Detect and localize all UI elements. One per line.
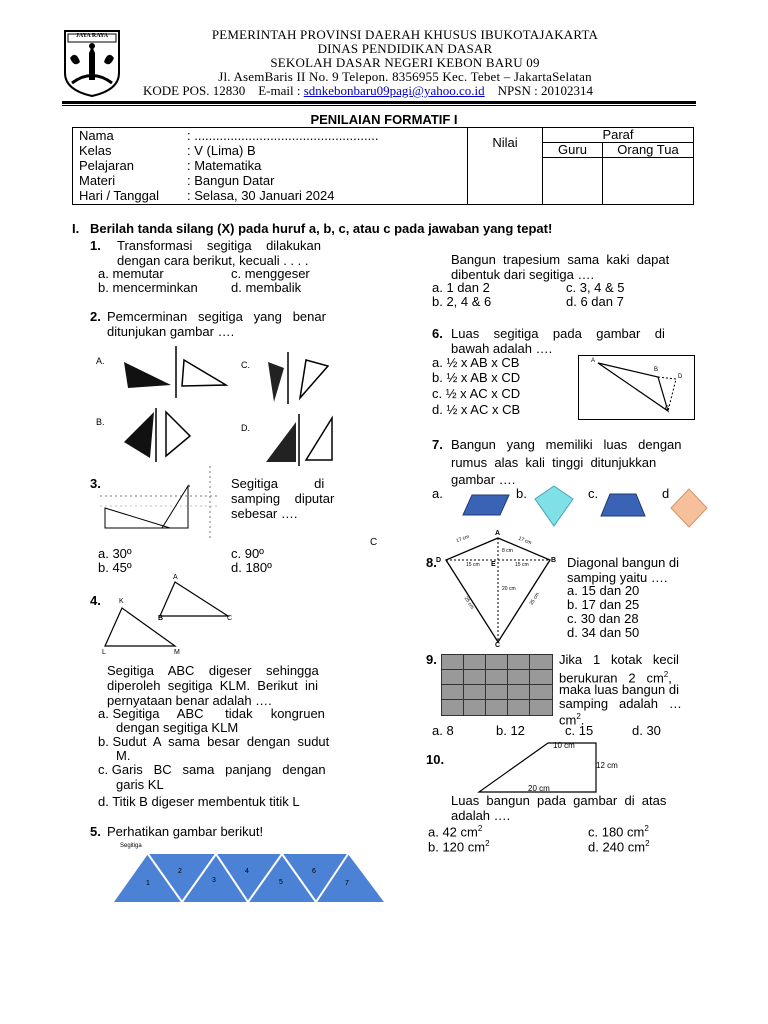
q10-option-c-sup: 2 [644, 824, 649, 833]
q5-piece-5: 5 [279, 879, 283, 886]
q4-label-a: A [173, 574, 178, 581]
q9-option-b[interactable]: b. 12 [496, 723, 525, 738]
q7-option-d-label[interactable]: d [662, 486, 670, 501]
q8-number: 8. [426, 555, 437, 570]
header-line-4: Jl. AsemBaris II No. 9 Telepon. 8356955 Kec. Tebet – JakartaSelatan [218, 69, 592, 84]
q1-option-c[interactable]: c. menggeser [231, 266, 310, 281]
q4-option-a-2: dengan segitiga KLM [116, 720, 239, 735]
q8-option-c[interactable]: c. 30 dan 28 [567, 611, 639, 626]
q8-len-de: 15 cm [466, 562, 480, 568]
q8-len-eb: 15 cm [515, 562, 529, 568]
q6-label-a: A [591, 358, 596, 364]
q6-option-c[interactable]: c. ½ x AC x CD [432, 386, 521, 401]
q4-option-b-1[interactable]: b. Sudut A sama besar dengan sudut [98, 734, 330, 749]
q3-stem-1: Segitiga di [231, 476, 325, 491]
value-pelajaran: : Matematika [187, 158, 262, 173]
guru-label: Guru [543, 143, 602, 158]
q4-stem-1: Segitiga ABC digeser sehingga [107, 663, 319, 678]
q5-cont-2: dibentuk dari segitiga …. [451, 267, 595, 282]
q4-number: 4. [90, 593, 101, 608]
q1-option-a[interactable]: a. memutar [98, 266, 164, 281]
q10-option-b-sup: 2 [485, 839, 490, 848]
q5-piece-7: 7 [345, 880, 349, 887]
q9-grid-figure [441, 654, 553, 716]
q9-option-d[interactable]: d. 30 [632, 723, 661, 738]
q4-option-c-1[interactable]: c. Garis BC sama panjang dengan [98, 762, 326, 777]
label-kelas: Kelas [79, 143, 112, 158]
q7-stem-1: Bangun yang memiliki luas dengan [451, 437, 682, 452]
q2-option-c-label[interactable]: C. [241, 360, 250, 370]
q6-triangle-figure [578, 355, 698, 421]
q3-number: 3. [90, 476, 101, 491]
q3-stray-label: C [370, 537, 378, 548]
orang-tua-column[interactable] [603, 143, 693, 204]
q2-stem-1: Pemcerminan segitiga yang benar [107, 309, 326, 324]
q6-label-c: C [665, 406, 670, 412]
q10-option-a-sup: 2 [477, 824, 483, 833]
q4-option-a-1[interactable]: a. Segitiga ABC tidak kongruen [98, 706, 325, 721]
q1-number: 1. [90, 238, 101, 253]
q10-option-b[interactable] [428, 836, 490, 854]
q4-label-b: B [158, 615, 164, 622]
q7-option-c-label[interactable]: c. [588, 486, 599, 501]
q10-top-length: 10 cm [553, 741, 575, 750]
q8-label-c: C [495, 642, 501, 649]
q9-stem-4: samping adalah … [559, 696, 682, 711]
q10-option-d-sup: 2 [645, 839, 650, 848]
header-line-1: PEMERINTAH PROVINSI DAERAH KHUSUS IBUKOTAJAKARTA [211, 27, 599, 42]
q3-option-d[interactable]: d. 180º [231, 560, 272, 575]
q7-option-a-label[interactable]: a. [432, 486, 443, 501]
q8-kite-figure [440, 532, 560, 648]
q6-option-b[interactable]: b. ½ x AB x CD [432, 370, 521, 385]
q7-shape-rhombus[interactable] [670, 488, 708, 528]
q8-len-ad: 17 cm [455, 533, 471, 545]
q7-option-b-label[interactable]: b. [516, 486, 527, 501]
nilai-label: Nilai [492, 135, 518, 150]
q3-stem-3: sebesar …. [231, 506, 298, 521]
q6-option-d[interactable]: d. ½ x AC x CB [432, 402, 521, 417]
value-nama[interactable]: : ................................................... [187, 128, 379, 143]
label-pelajaran: Pelajaran [79, 158, 134, 173]
q8-label-e: E [491, 561, 496, 568]
header-line-3: SEKOLAH DASAR NEGERI KEBON BARU 09 [270, 55, 540, 70]
postal-code: KODE POS. 12830 [143, 83, 246, 98]
q6-number: 6. [432, 326, 443, 341]
q5-piece-2: 2 [178, 868, 182, 875]
q4-stem-2: diperoleh segitiga KLM. Berikut ini [107, 678, 318, 693]
q3-option-a[interactable]: a. 30º [98, 546, 132, 561]
q7-shape-parallelogram[interactable] [462, 494, 510, 516]
q2-stem-2: ditunjukan gambar …. [107, 324, 235, 339]
q1-option-b[interactable]: b. mencerminkan [98, 280, 198, 295]
q2-option-d-label[interactable]: D. [241, 423, 250, 433]
guru-column[interactable] [543, 143, 603, 204]
q3-rotation-figure [100, 466, 220, 538]
q8-option-b[interactable]: b. 17 dan 25 [567, 597, 640, 612]
q9-option-a[interactable]: a. 8 [432, 723, 454, 738]
q8-option-a[interactable]: a. 15 dan 20 [567, 583, 640, 598]
q2-number: 2. [90, 309, 101, 324]
header-contact-line [143, 83, 673, 98]
q6-label-d: D [678, 374, 683, 380]
q8-len-bc: 25 cm [528, 591, 541, 607]
identity-fields [73, 128, 468, 205]
q9-stem-2-text: berukuran 2 cm [559, 670, 664, 686]
q9-option-c[interactable]: c. 15 [565, 723, 594, 738]
q8-option-d[interactable]: d. 34 dan 50 [567, 625, 640, 640]
q8-label-d: D [436, 557, 442, 564]
q7-stem-3: gambar …. [451, 472, 516, 487]
email-label: E-mail : [258, 83, 301, 98]
header-rule-thin [62, 105, 696, 106]
q1-option-d[interactable]: d. membalik [231, 280, 302, 295]
q8-len-dc: 25 cm [462, 595, 475, 611]
q7-shape-kite[interactable] [534, 485, 574, 527]
q8-label-a: A [495, 530, 501, 537]
q3-stem-2: samping diputar [231, 491, 335, 506]
q4-option-d[interactable]: d. Titik B digeser membentuk titik L [98, 794, 300, 809]
q10-option-d[interactable] [588, 836, 650, 854]
q2-reflection-figures [96, 340, 346, 470]
q10-option-c-text: c. 180 cm [588, 824, 645, 840]
identity-table [72, 127, 694, 205]
q8-label-b: B [551, 557, 557, 564]
value-materi: : Bangun Datar [187, 173, 275, 188]
q9-stem-5-sup: 2 [576, 712, 581, 721]
q6-stem-2: bawah adalah …. [451, 341, 553, 356]
value-hari-tanggal: : Selasa, 30 Januari 2024 [187, 188, 335, 203]
q10-stem-1: Luas bangun pada gambar di atas [451, 793, 667, 808]
section-roman: I. [72, 221, 80, 236]
header-rule-thick [62, 101, 696, 104]
q5-trapezoid-figure [108, 842, 398, 906]
q4-option-c-2: garis KL [116, 777, 164, 792]
label-materi: Materi [79, 173, 116, 188]
q5-piece-1: 1 [146, 880, 150, 887]
q4-translation-figure [100, 572, 240, 662]
q3-option-b[interactable]: b. 45º [98, 560, 132, 575]
q7-shape-trapezoid[interactable] [600, 493, 646, 517]
q5-piece-6: 6 [312, 868, 316, 875]
q5-cont-1: Bangun trapesium sama kaki dapat [451, 252, 670, 267]
q9-stem-2: berukuran 2 $cm^2$, [559, 670, 672, 686]
q4-label-m: M [174, 649, 180, 656]
q5-piece-3: 3 [212, 877, 216, 884]
q4-label-c: C [227, 615, 233, 622]
q8-stem-1: Diagonal bangun di [567, 555, 680, 570]
q5-piece-4: 4 [245, 868, 249, 875]
q5-figure-title: Segitiga [120, 843, 142, 849]
school-logo [62, 28, 122, 98]
q6-label-b: B [654, 367, 659, 373]
q10-height-length: 12 cm [596, 761, 618, 770]
orang-tua-label: Orang Tua [603, 143, 693, 158]
q6-option-a[interactable]: a. ½ x AB x CB [432, 355, 520, 370]
q10-option-b-text: b. 120 cm [428, 839, 486, 855]
paraf-cell [543, 128, 694, 205]
page-title: PENILAIAN FORMATIF I [310, 112, 458, 127]
q4-option-b-2: M. [116, 748, 131, 763]
q9-stem-1: Jika 1 kotak kecil [559, 652, 679, 667]
q6-stem-1: Luas segitiga pada gambar di [451, 326, 665, 341]
q5-option-c[interactable]: c. 3, 4 & 5 [566, 280, 625, 295]
q1-stem-1: Transformasi segitiga dilakukan [117, 238, 321, 253]
q2-option-a-label[interactable]: A. [96, 356, 105, 366]
q4-label-l: L [102, 649, 106, 656]
q5-stem: Perhatikan gambar berikut! [107, 824, 264, 839]
label-nama: Nama [79, 128, 114, 143]
q9-stem-5: $cm^2$. [559, 712, 585, 728]
q9-stem-2-sup: 2 [663, 670, 669, 679]
q2-option-b-label[interactable]: B. [96, 417, 105, 427]
q5-number: 5. [90, 824, 101, 839]
section-instruction: Berilah tanda silang (X) pada huruf a, b, c, atau c pada jawaban yang tepat! [90, 221, 553, 236]
logo-text: JAYA RAYA [75, 33, 109, 39]
q7-stem-2: rumus alas kali tinggi ditunjukkan [451, 455, 657, 470]
q4-stem-3: pernyataan benar adalah …. [107, 693, 272, 708]
q10-option-a-text: a. 42 cm [428, 824, 478, 840]
q9-number: 9. [426, 652, 437, 667]
q8-len-ec: 20 cm [502, 586, 516, 592]
q8-len-ab: 17 cm [517, 535, 533, 547]
q8-len-ae: 8 cm [502, 548, 513, 554]
q10-option-d-text: d. 240 cm [588, 839, 646, 855]
npsn: NPSN : 20102314 [497, 83, 594, 98]
q7-number: 7. [432, 437, 443, 452]
q9-stem-3: maka luas bangun di [559, 682, 679, 697]
header-line-2: DINAS PENDIDIKAN DASAR [317, 41, 493, 56]
nilai-cell[interactable] [468, 128, 543, 205]
q5-option-a[interactable]: a. 1 dan 2 [432, 280, 490, 295]
label-hari-tanggal: Hari / Tanggal [79, 188, 159, 203]
email-link[interactable]: sdnkebonbaru09pagi@yahoo.co.id [303, 83, 485, 98]
paraf-label: Paraf [543, 128, 693, 143]
q10-stem-2: adalah …. [451, 808, 511, 823]
q3-option-c[interactable]: c. 90º [231, 546, 264, 561]
q5-option-d[interactable]: d. 6 dan 7 [566, 294, 624, 309]
q4-label-k: K [119, 598, 124, 605]
q10-base-length: 20 cm [528, 784, 550, 793]
q10-number: 10. [426, 752, 445, 767]
q1-stem-2: dengan cara berikut, kecuali . . . . [117, 253, 309, 268]
q9-stem-5-text: cm [559, 712, 577, 728]
q8-stem-2: samping yaitu …. [567, 570, 668, 585]
value-kelas: : V (Lima) B [187, 143, 256, 158]
q5-option-b[interactable]: b. 2, 4 & 6 [432, 294, 492, 309]
